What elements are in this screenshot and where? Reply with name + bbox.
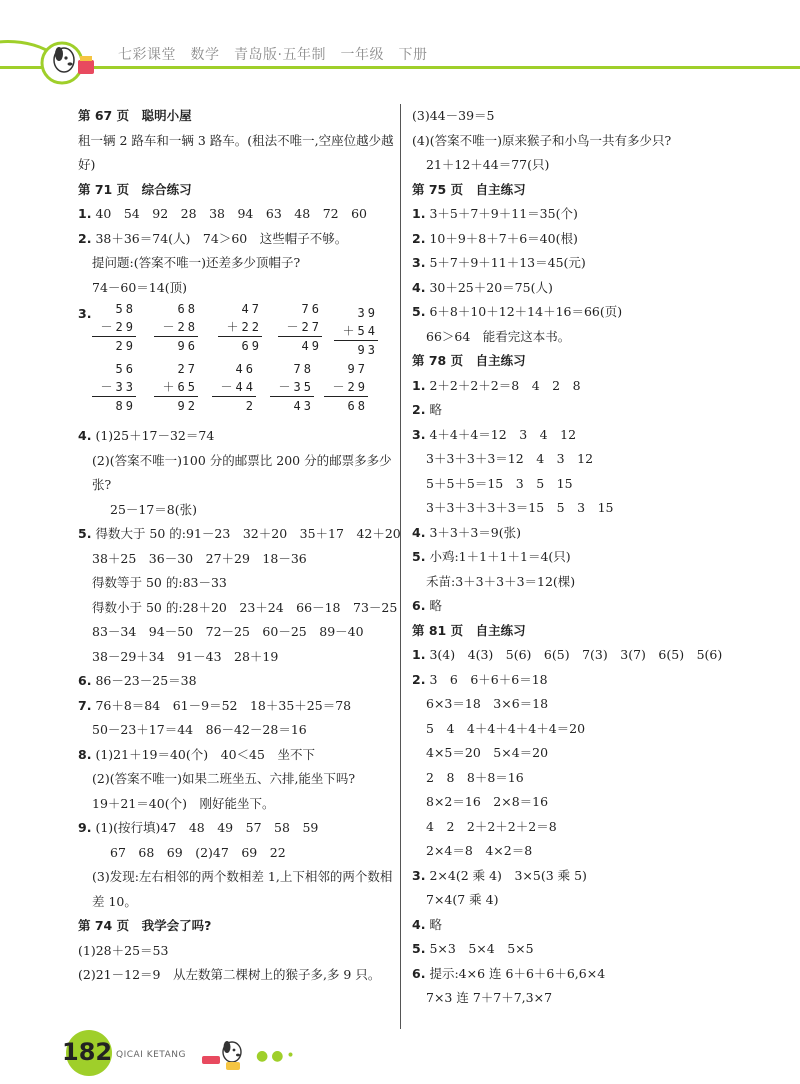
answer-text: 2×4(2 乘 4) 3×5(3 乘 5) (429, 867, 587, 883)
question-number: 8. (78, 746, 92, 762)
vertical-problem: 47 ＋22 69 (218, 300, 262, 355)
vertical-problem: 46 －44 2 (212, 360, 256, 415)
answer-81-2a (412, 668, 752, 693)
answer-81-3b: 7×4(7 乘 4) (426, 892, 499, 907)
answer-78-1 (412, 374, 752, 399)
vertical-row-1 (78, 300, 394, 360)
vertical-problem: 27 ＋65 92 (154, 360, 198, 415)
answer-text: 3＋5＋7＋9＋11＝35(个) (429, 206, 578, 221)
answer-text: 得数大于 50 的:91－23 32＋20 35＋17 42＋20 (95, 526, 401, 541)
left-column (78, 104, 401, 988)
answer-71-8c: 19＋21＝40(个) 刚好能坐下。 (92, 795, 275, 811)
question-number: 4. (78, 428, 92, 443)
answer-75-5b: 66＞64 能看完这本书。 (426, 328, 571, 344)
answer-71-9b: 67 68 69 (2)47 69 22 (110, 844, 286, 860)
answer-78-4 (412, 521, 752, 546)
answer-81-2g: 4 2 2＋2＋2＋2＝8 (426, 818, 557, 834)
answer-71-9c: (3)发现:左右相邻的两个数相差 1,上下相邻的两个数相差 10。 (92, 869, 393, 909)
answer-74-3: (3)44－39＝5 (412, 108, 495, 123)
answer-81-3a (412, 864, 752, 889)
answer-text: 5＋7＋9＋11＋13＝45(元) (429, 255, 586, 270)
answer-71-4b: (2)(答案不唯一)100 分的邮票比 200 分的邮票多多少张? (92, 452, 392, 492)
answer-81-2b: 6×3＝18 3×6＝18 (426, 696, 549, 711)
vertical-problem: 78 －35 43 (270, 360, 314, 415)
answer-71-9a (78, 816, 394, 841)
footer-brand: QICAI KETANG (116, 1050, 186, 1060)
answer-text: (1)(按行填)47 48 49 57 58 59 (95, 820, 319, 835)
answer-text: 5×3 5×4 5×5 (429, 941, 534, 956)
question-number: 3. (412, 255, 426, 270)
dog-mascot-icon (198, 1036, 252, 1072)
vertical-arithmetic (78, 300, 394, 424)
answer-71-5e: 83－34 94－50 72－25 60－25 89－40 (92, 624, 364, 639)
answer-text: 30＋25＋20＝75(人) (429, 279, 553, 295)
answer-text: (1)25＋17－32＝74 (95, 428, 215, 443)
section-title-67: 第 67 页 聪明小屋 (78, 108, 192, 123)
question-number: 5. (412, 304, 426, 319)
answer-text: 3(4) 4(3) 5(6) 6(5) 7(3) 3(7) 6(5) 5(6) (429, 647, 723, 662)
vertical-row-2 (78, 360, 394, 420)
answer-75-2 (412, 227, 752, 252)
answer-text: 提示:4×6 连 6＋6＋6＋6,6×4 (429, 965, 606, 981)
question-number: 3. (78, 306, 92, 321)
answer-text: 38＋36＝74(人) 74＞60 这些帽子不够。 (95, 230, 348, 246)
answer-text: 40 54 92 28 38 94 63 48 72 60 (95, 206, 368, 221)
section-title-78: 第 78 页 自主练习 (412, 353, 526, 368)
answer-78-3b: 3＋3＋3＋3＝12 4 3 12 (426, 451, 594, 466)
question-number: 3. (412, 426, 426, 442)
question-number: 6. (412, 598, 426, 613)
answer-text: 4＋4＋4＝12 3 4 12 (429, 426, 577, 442)
answer-71-8b: (2)(答案不唯一)如果二班坐五、六排,能坐下吗? (92, 771, 356, 786)
answer-78-3c: 5＋5＋5＝15 3 5 15 (426, 475, 573, 491)
question-number: 5. (78, 526, 92, 541)
question-number: 5. (412, 941, 426, 956)
answer-text: (1)21＋19＝40(个) 40＜45 坐不下 (95, 746, 315, 762)
answer-text: 3 6 6＋6＋6＝18 (429, 671, 548, 687)
section-title-75: 第 75 页 自主练习 (412, 181, 526, 197)
answer-71-4c: 25－17＝8(张) (110, 501, 198, 517)
answer-71-2b: 提问题:(答案不唯一)还差多少顶帽子? (92, 255, 301, 270)
question-number: 6. (412, 965, 426, 981)
answer-71-2a (78, 227, 394, 252)
answer-text: 小鸡:1＋1＋1＋1＝4(只) (429, 549, 571, 564)
question-number: 9. (78, 820, 92, 835)
mascot-logo-icon (40, 38, 100, 88)
page-number: 182 (62, 1038, 113, 1066)
answer-75-4 (412, 276, 752, 301)
answer-71-5c: 得数等于 50 的:83－33 (92, 575, 227, 590)
answer-text: 86－23－25＝38 (95, 673, 197, 688)
question-number: 1. (78, 206, 92, 221)
answer-81-6b: 7×3 连 7＋7＋7,3×7 (426, 990, 553, 1005)
answer-71-7b: 50－23＋17＝44 86－42－28＝16 (92, 722, 307, 737)
question-number: 1. (412, 206, 426, 221)
answer-74-4b: 21＋12＋44＝77(只) (426, 157, 550, 172)
vertical-problem: 39 ＋54 93 (334, 304, 378, 359)
answer-75-1 (412, 202, 752, 227)
answer-text: 2＋2＋2＋2＝8 4 2 8 (429, 377, 581, 393)
answer-text: 6＋8＋10＋12＋14＋16＝66(页) (429, 304, 623, 319)
answer-78-5b: 禾苗:3＋3＋3＋3＝12(棵) (426, 573, 576, 589)
answer-71-5d: 得数小于 50 的:28＋20 23＋24 66－18 73－25 (92, 599, 398, 615)
header-bar (0, 66, 800, 69)
answer-71-6 (78, 669, 394, 694)
question-number: 1. (412, 647, 426, 662)
question-number: 5. (412, 549, 426, 564)
question-number: 4. (412, 916, 426, 932)
answer-81-1 (412, 643, 752, 668)
section-title-81: 第 81 页 自主练习 (412, 622, 526, 638)
header-title: 七彩课堂 数学 青岛版·五年制 一年级 下册 (118, 47, 428, 63)
answer-text: 3＋3＋3＝9(张) (429, 524, 522, 540)
answer-71-5f: 38－29＋34 91－43 28＋19 (92, 648, 279, 664)
vertical-problem: 58 －29 29 (92, 300, 136, 355)
question-number: 2. (78, 230, 92, 246)
answer-74-1: (1)28＋25＝53 (78, 942, 169, 958)
question-number: 7. (78, 697, 92, 713)
answer-text: 10＋9＋8＋7＋6＝40(根) (429, 230, 578, 246)
answer-81-4 (412, 913, 752, 938)
answer-71-1 (78, 202, 394, 227)
section-title-71: 第 71 页 综合练习 (78, 181, 192, 197)
answer-81-2c: 5 4 4＋4＋4＋4＋4＝20 (426, 720, 586, 736)
answer-text: 略 (429, 598, 442, 613)
vertical-problem: 97 －29 68 (324, 360, 368, 415)
column-divider (400, 104, 401, 1029)
question-number: 4. (412, 524, 426, 540)
answer-71-4a (78, 424, 394, 449)
answer-71-5a (78, 522, 401, 547)
answer-67: 租一辆 2 路车和一辆 3 路车。(租法不唯一,空座位越少越好) (78, 132, 394, 172)
answer-71-5b: 38＋25 36－30 27＋29 18－36 (92, 550, 307, 566)
question-number: 2. (412, 671, 426, 687)
answer-81-2d: 4×5＝20 5×4＝20 (426, 745, 549, 760)
answer-81-2e: 2 8 8＋8＝16 (426, 769, 524, 785)
answer-81-6a (412, 962, 752, 987)
section-title-74: 第 74 页 我学会了吗? (78, 918, 212, 933)
answer-75-3 (412, 251, 752, 276)
question-number: 3. (412, 867, 426, 883)
answer-81-2h: 2×4＝8 4×2＝8 (426, 843, 533, 858)
answer-71-8a (78, 743, 394, 768)
answer-78-3d: 3＋3＋3＋3＋3＝15 5 3 15 (426, 500, 614, 515)
vertical-problem: 76 －27 49 (278, 300, 322, 355)
answer-81-5 (412, 937, 752, 962)
right-column (412, 104, 752, 1011)
question-number: 4. (412, 279, 426, 295)
answer-78-3a (412, 423, 752, 448)
vertical-problem: 56 －33 89 (92, 360, 136, 415)
answer-text: 略 (429, 916, 442, 932)
answer-71-2c: 74－60＝14(顶) (92, 279, 187, 295)
answer-74-2: (2)21－12＝9 从左数第二棵树上的猴子多,多 9 只。 (78, 967, 381, 982)
answer-text: 76＋8＝84 61－9＝52 18＋35＋25＝78 (95, 697, 352, 713)
question-number: 2. (412, 230, 426, 246)
answer-71-7a (78, 694, 394, 719)
answer-text: 略 (429, 402, 442, 417)
answer-78-6 (412, 594, 752, 619)
answer-75-5a (412, 300, 752, 325)
footer-dots: ●●• (256, 1048, 298, 1064)
answer-81-2f: 8×2＝16 2×8＝16 (426, 794, 549, 809)
question-number: 1. (412, 377, 426, 393)
question-number: 6. (78, 673, 92, 688)
answer-78-2 (412, 398, 752, 423)
vertical-problem: 68 －28 96 (154, 300, 198, 355)
question-number: 2. (412, 402, 426, 417)
answer-78-5a (412, 545, 752, 570)
answer-74-4a: (4)(答案不唯一)原来猴子和小鸟一共有多少只? (412, 132, 672, 148)
